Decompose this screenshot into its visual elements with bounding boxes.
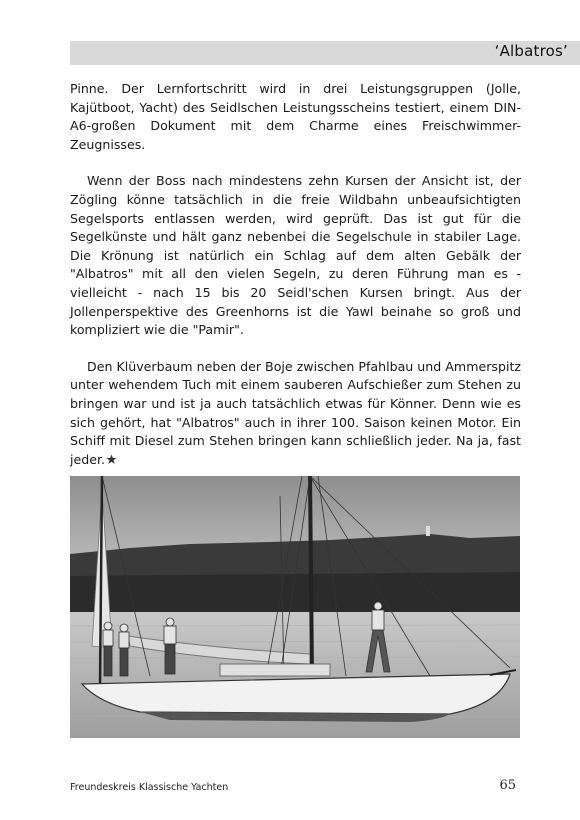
paragraph-3-text: Den Klüverbaum neben der Boje zwischen Pfahlbau und Ammerspitz unter wehendem Tuch mit einem sauberen Aufschießer zum Stehen zu bringen war und ist ja auch tatsächlich etwas für Könner. Denn wie es sich gehört, hat "Albatros" auch in ihrer 100. Saison keinen Motor. Ein Schiff mit Diesel zum Stehen bringen kann schließlich jeder. Na ja, fast jeder. — [70, 358, 521, 467]
paragraph-2: Wenn der Boss nach mindestens zehn Kursen der Ansicht ist, der Zögling könne tatsächlich in die freie Wildbahn unbeaufsichtigten Segelsports entlassen werden, wird geprüft. Das ist gut für die Segelkünste und hält ganz nebenbei die Segelschule in stabiler Lage. Die Krönung ist natürlich ein Schlag auf dem alten Gebälk der "Albatros" mit all den vielen Segeln, zu deren Führung man es - vielleicht - nach 15 bis 20 Seidl'schen Kursen bringt. Aus der Jollenperspektive des Greenhorns ist die Yawl beinahe so groß und kompliziert wie die "Pamir". — [70, 173, 521, 338]
header-bar — [70, 41, 580, 65]
paragraph-1: Pinne. Der Lernfortschritt wird in drei Leistungsgruppen (Jolle, Kajütboot, Yacht) des Seidlschen Leistungsscheins testiert, einem DIN-A6-großen Dokument mit dem Charme eines Freischwimmer-Zeugnisses. — [70, 81, 521, 152]
footer-publisher: Freundeskreis Klassische Yachten — [70, 782, 229, 793]
running-header-title: ‘Albatros’ — [494, 42, 568, 60]
article-body — [70, 80, 521, 469]
yacht-photo — [70, 476, 520, 738]
yacht-photo-illustration — [70, 476, 520, 738]
page-number: 65 — [499, 778, 516, 793]
star-icon — [106, 454, 117, 465]
paragraph-3 — [70, 358, 521, 470]
